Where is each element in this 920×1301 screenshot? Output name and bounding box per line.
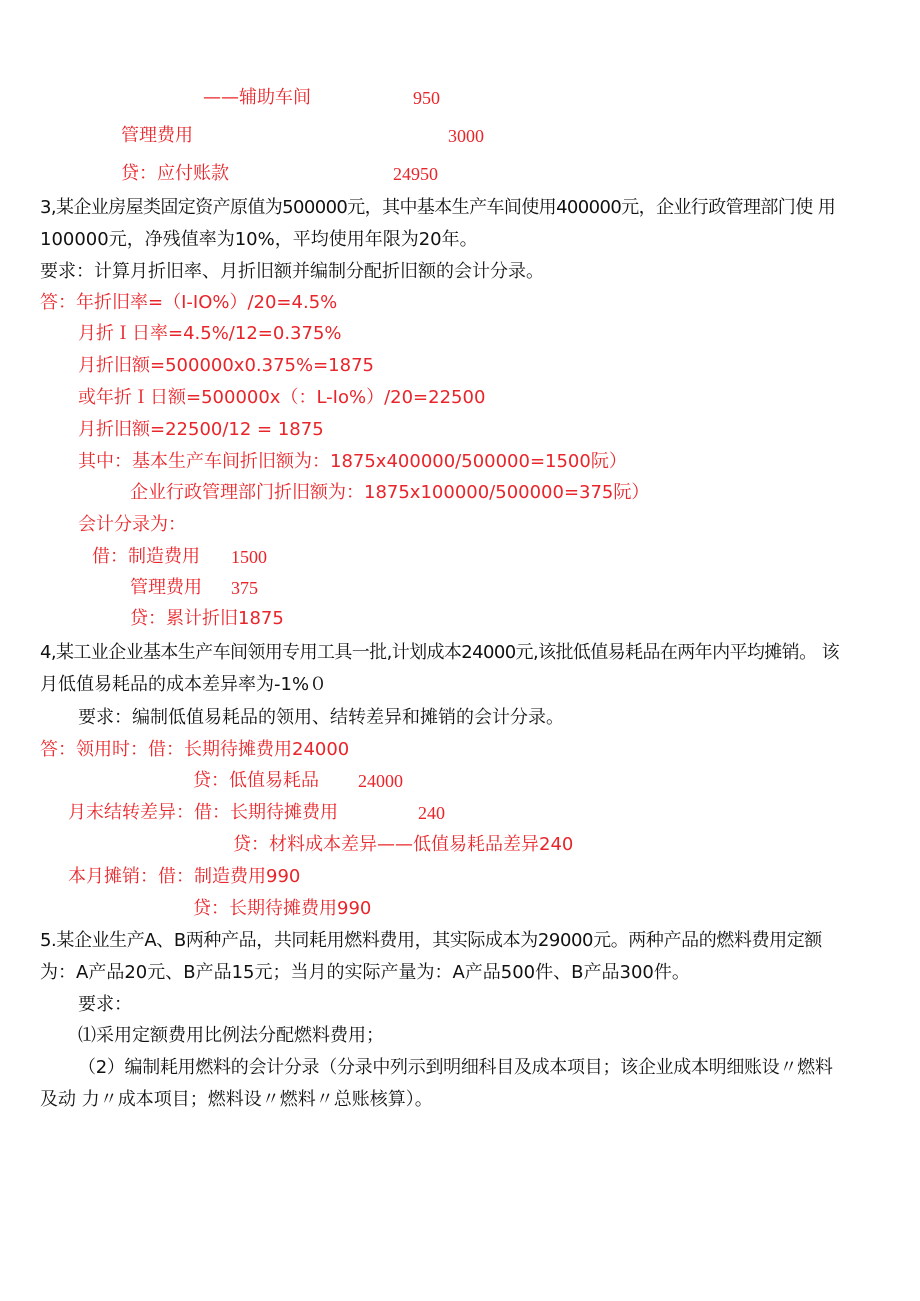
answer-4-line: 本月摊销：借：制造费用990 bbox=[68, 866, 301, 887]
answer-3-line: 答：年折旧率=（I-IO%）/20=4.5% bbox=[40, 292, 338, 313]
answer-3-line: 月折Ｉ日率=4.5%/12=0.375% bbox=[78, 323, 342, 344]
answer-3-line: 月折旧额=22500/12 = 1875 bbox=[78, 419, 324, 440]
entry-account: ——辅助车间 bbox=[203, 87, 311, 108]
entry-amount: 3000 bbox=[448, 126, 484, 146]
question-5-text: 5.某企业生产A、B两种产品，共同耗用燃料费用，其实际成本为29000元。两种产品的燃料费用定额 bbox=[40, 930, 822, 951]
question-4-requirement: 要求：编制低值易耗品的领用、结转差异和摊销的会计分录。 bbox=[78, 707, 564, 728]
question-5-requirement: 要求： bbox=[78, 994, 132, 1015]
entry-amount: 24000 bbox=[358, 771, 403, 791]
question-4-text: 4,某工业企业基本生产车间领用专用工具一批,计划成本24000元,该批低值易耗品在两年内平均摊销。 该 bbox=[40, 642, 839, 663]
entry-account: 管理费用 bbox=[130, 577, 202, 598]
answer-3-line: 月折旧额=500000x0.375%=1875 bbox=[78, 355, 374, 376]
entry-amount: 375 bbox=[231, 578, 258, 598]
entry-account: 管理费用 bbox=[121, 125, 193, 146]
answer-3-line: 或年折Ｉ日额=500000x（：L-Io%）/20=22500 bbox=[78, 387, 486, 408]
entry-account: 贷：长期待摊费用990 bbox=[193, 898, 372, 919]
question-3-text: 3,某企业房屋类固定资产原值为500000元，其中基本生产车间使用400000元，企业行政管理部门使 用 bbox=[40, 197, 836, 218]
answer-3-line: 其中：基本生产车间折旧额为：1875x400000/500000=1500阮） bbox=[78, 451, 627, 472]
entry-amount: 1500 bbox=[231, 547, 267, 567]
entry-amount: 240 bbox=[418, 803, 445, 823]
answer-3-line: 企业行政管理部门折旧额为：1875x100000/500000=375阮） bbox=[130, 482, 650, 503]
entry-account: 借：制造费用 bbox=[92, 546, 200, 567]
entry-account: 贷：累计折旧1875 bbox=[130, 608, 284, 629]
question-5-item: 及动 力〃成本项目；燃料设〃燃料〃总账核算）。 bbox=[40, 1089, 433, 1110]
question-4-text: 月低值易耗品的成本差异率为-1%０ bbox=[40, 674, 328, 695]
answer-3-line: 会计分录为： bbox=[78, 514, 186, 535]
question-3-text: 100000元，净残值率为10%，平均使用年限为20年。 bbox=[40, 229, 478, 250]
entry-account: 月末结转差异：借：长期待摊费用 bbox=[68, 802, 338, 823]
entry-amount: 950 bbox=[413, 88, 440, 108]
question-5-item: ⑴采用定额费用比例法分配燃料费用； bbox=[78, 1025, 384, 1046]
question-5-text: 为：A产品20元、B产品15元；当月的实际产量为：A产品500件、B产品300件。 bbox=[40, 962, 690, 983]
entry-account: 贷：材料成本差异——低值易耗品差异240 bbox=[233, 834, 574, 855]
question-5-item: （2）编制耗用燃料的会计分录（分录中列示到明细科目及成本项目；该企业成本明细账设〃燃料 bbox=[78, 1057, 833, 1078]
entry-account: 贷：低值易耗品 bbox=[193, 770, 319, 791]
entry-account: 贷：应付账款 bbox=[121, 163, 229, 184]
entry-amount: 24950 bbox=[393, 164, 438, 184]
answer-4-line: 答：领用时：借：长期待摊费用24000 bbox=[40, 739, 350, 760]
question-3-requirement: 要求：计算月折旧率、月折旧额并编制分配折旧额的会计分录。 bbox=[40, 261, 544, 282]
